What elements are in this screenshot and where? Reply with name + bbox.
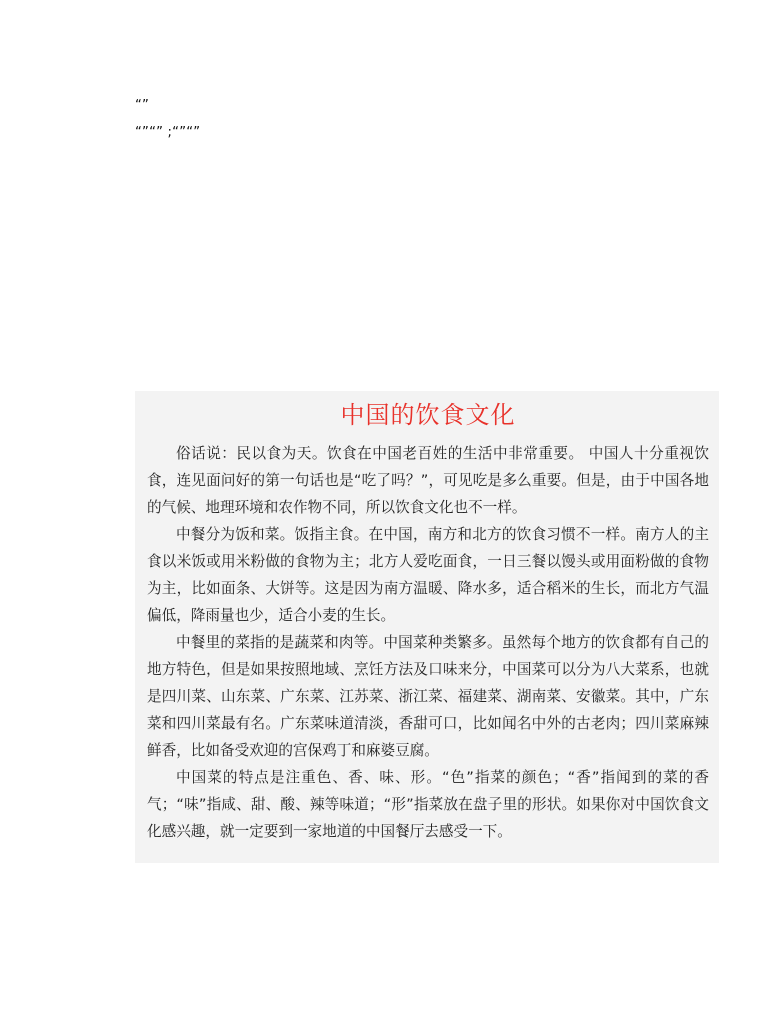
document-paragraph-1: “” — [135, 98, 150, 113]
article-title: 中国的饮食文化 — [340, 401, 516, 429]
document-text-section — [90, 92, 680, 147]
article-paragraph-1: 俗话说：民以食为天。饮食在中国老百姓的生活中非常重要。 中国人十分重视饮食，连见面问好的第一句话也是“吃了吗？”，可见吃是多么重要。但是，由于中国各地的气候、地理环境和农作物不同，所以饮食文化也不一样。 — [147, 445, 709, 516]
document-paragraph-4: “”“” ;“”“” — [135, 125, 201, 141]
article-paragraph-2: 中餐分为饭和菜。饭指主食。在中国，南方和北方的饮食习惯不一样。南方人的主食以米饭或用米粉做的食物为主；北方人爱吃面食，一日三餐以馒头或用面粉做的食物为主，比如面条、大饼等。这是因为南方温暖、降水多，适合稻米的生长，而北方气温偏低，降雨量也少，适合小麦的生长。 — [147, 526, 709, 624]
article-paragraph-4: 中国菜的特点是注重色、香、味、形。“色”指菜的颜色；“香”指闻到的菜的香气；“味”指咸、甜、酸、辣等味道；“形”指菜放在盘子里的形状。如果你对中国饮食文化感兴趣，就一定要到一家地道的中国餐厅去感受一下。 — [147, 769, 709, 840]
article-paragraph-3: 中餐里的菜指的是蔬菜和肉等。中国菜种类繁多。虽然每个地方的饮食都有自己的地方特色，但是如果按照地域、烹饪方法及口味来分，中国菜可以分为八大菜系，也就是四川菜、山东菜、广东菜、江苏菜、浙江菜、福建菜、湖南菜、安徽菜。其中，广东菜和四川菜最有名。广东菜味道清淡，香甜可口，比如闻名中外的古老肉；四川菜麻辣鲜香，比如备受欢迎的宫保鸡丁和麻婆豆腐。 — [147, 634, 709, 759]
embedded-article-image — [135, 391, 719, 863]
